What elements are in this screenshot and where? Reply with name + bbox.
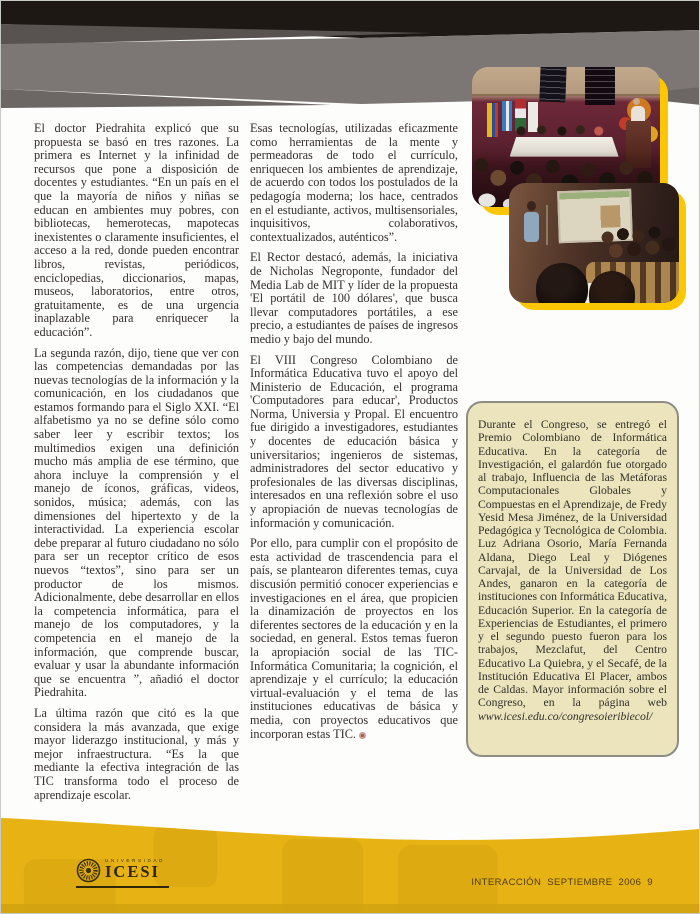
icesi-logo bbox=[76, 858, 165, 883]
left-text-column bbox=[34, 122, 239, 809]
photo-colombia-flag bbox=[487, 103, 498, 137]
photo-mic-stand bbox=[546, 205, 548, 246]
paragraph: El doctor Piedrahita explicó que su propuesta se basó en tres razones. La primera es Internet y la infinidad de recursos que pone a disposición de docentes y estudiantes. “En un país en el que la mayoría de niños y niñas se educan en ambientes muy pobres, con bibliotecas, hemerotecas, mapotecas inexistentes o claramente insuficientes, el acceso a la red, donde pueden encontrar libros, revistas, periódicos, enciclopedias, diccionarios, mapas, museos, laboratorios, entre otros, gratuitamente, es de una urgencia inaplazable para enriquecer la educación”. bbox=[34, 121, 239, 339]
congress-web-url: www.icesi.edu.co/congresoieribiecol/ bbox=[478, 709, 653, 723]
photo-presenter bbox=[524, 212, 539, 242]
end-of-article-marker-icon bbox=[359, 732, 366, 739]
photo-illustration bbox=[509, 183, 679, 303]
sidebar-paragraph bbox=[478, 418, 667, 723]
photo-presenter-head bbox=[527, 201, 536, 211]
sidebar-text: Durante el Congreso, se entregó el Premio Colombiano de Informática Educativa. En la categoría de Investigación, el galardón fue otorgado al trabajo, Influencia de las Metáforas Computacionales Globales y Compuestas en el Aprendizaje, de Fredy Yesid Mesa Jiménez, de la Universidad Pedagógica y Tecnológica de Colombia. Luz Adriana Osorio, María Fernanda Aldana, Diego Leal y Diógenes Carvajal, de la Universidad de Los Andes, ganaron en la categoría de instituciones con Informática Educativa, Educación Superior. En la categoría de Experiencias de Estudiantes, el primero y el segundo puesto fueron para los trabajos, Mezclafut, del Centro Educativo La Quiebra, y el Secafé, de la Institución Educativa El Placer, ambos de Caldas. Mayor información sobre el Congreso, en la página web bbox=[478, 418, 667, 710]
presentation-audience-photo bbox=[509, 183, 679, 303]
logo-underline bbox=[76, 886, 169, 888]
paragraph bbox=[250, 537, 458, 741]
photo-congress-banner bbox=[585, 67, 615, 105]
middle-text-column bbox=[250, 122, 458, 748]
logo-university-label: UNIVERSIDAD bbox=[105, 858, 165, 863]
paragraph: El VIII Congreso Colombiano de Informática Educativa tuvo el apoyo del Ministerio de Educación, el programa 'Computadores para educar', Productos Norma, Universia y Propal. El encuentro fue dirigido a investigadores, estudiantes y docentes de educación básica y universitarios; ingenieros de sistemas, administradores del sector educativo y profesionales de las diversas disciplinas, interesados en una reflexión sobre el uso y apropiación de nuevas tecnologías de información y comunicación. bbox=[250, 352, 458, 530]
paragraph: Esas tecnologías, utilizadas eficazmente como herramientas de la mente y permeadoras de todo el currículo, enriquecen los ambientes de aprendizaje, de acuerdo con todos los postulados de la pedagogía moderna; los hace, centrados en el estudiante, activos, multisensoriales, inquisitivos, colaborativos, contextualizados, auténticos”. bbox=[250, 121, 458, 244]
photo-wall-molding bbox=[472, 94, 660, 96]
photo-congress-banner bbox=[539, 67, 567, 102]
issue-page-line: INTERACCIÓN SEPTIEMBRE 2006 9 bbox=[471, 877, 653, 888]
logo-name: ICESI bbox=[105, 862, 160, 881]
photo-panelists bbox=[513, 124, 615, 138]
paragraph: La última razón que citó es la que considera la más avanzada, que exige mayor liderazgo institucional, y más y mejor infraestructura. “Es la que mediante la efectiva integración de las TIC transforma todo el proceso de aprendizaje escolar. bbox=[34, 705, 239, 802]
award-sidebar-box bbox=[466, 401, 679, 757]
paragraph: La segunda razón, dijo, tiene que ver con las competencias demandadas por las nuevas tecnologías de la información y la comunicación, en los ciudadanos que estamos formando para el Siglo XXI. “El alfabetismo ya no se define sólo como saber leer y escribir textos; los multimedios exigen una definición mucho más amplia de ese término, que ahora incluye la comprensión y el manejo de íconos, gráficas, videos, sonidos, música; además, con las dimensiones del hipertexto y de la interactividad. La experiencia escolar debe preparar al futuro ciudadano no sólo para ser un receptor crítico de esos nuevos “textos”, sino para ser un productor de los mismos. Adicionalmente, debe desarrollar en ellos la competencia informática, para el manejo de los computadores, y la competencia en el manejo de la información, que comprende buscar, evaluar y usar la abundante información que se encuentra ”, añadió el doctor Piedrahita. bbox=[34, 345, 239, 700]
icesi-logo-text bbox=[105, 858, 165, 880]
paragraph-text: Por ello, para cumplir con el propósito de esta actividad de trascendencia para el país, se plantearon diferentes temas, cuya discusión permitió conocer experiencias e investigaciones en el área, que propicien la dinamización de proyectos en los diferentes sectores de la educación y en la sociedad, en general. Estos temas fueron la apropiación social de las TIC- Informática Comunitaria; la cognición, el aprendizaje y el currículo; la educación virtual-evaluación y el tema de las instituciones educativas de básica y media, con proyectos educativos que incorporan estas TIC. bbox=[250, 536, 458, 741]
icesi-sun-icon bbox=[76, 858, 101, 883]
photo-speaker bbox=[631, 106, 645, 121]
photo-flag bbox=[502, 101, 512, 131]
paragraph: El Rector destacó, además, la iniciativa de Nicholas Negroponte, fundador del Media Lab de MIT y líder de la propuesta 'El portátil de 100 dólares', que busca llevar computadores portátiles, a ese precio, a estudiantes de países de ingresos medio y bajo del mundo. bbox=[250, 250, 458, 346]
